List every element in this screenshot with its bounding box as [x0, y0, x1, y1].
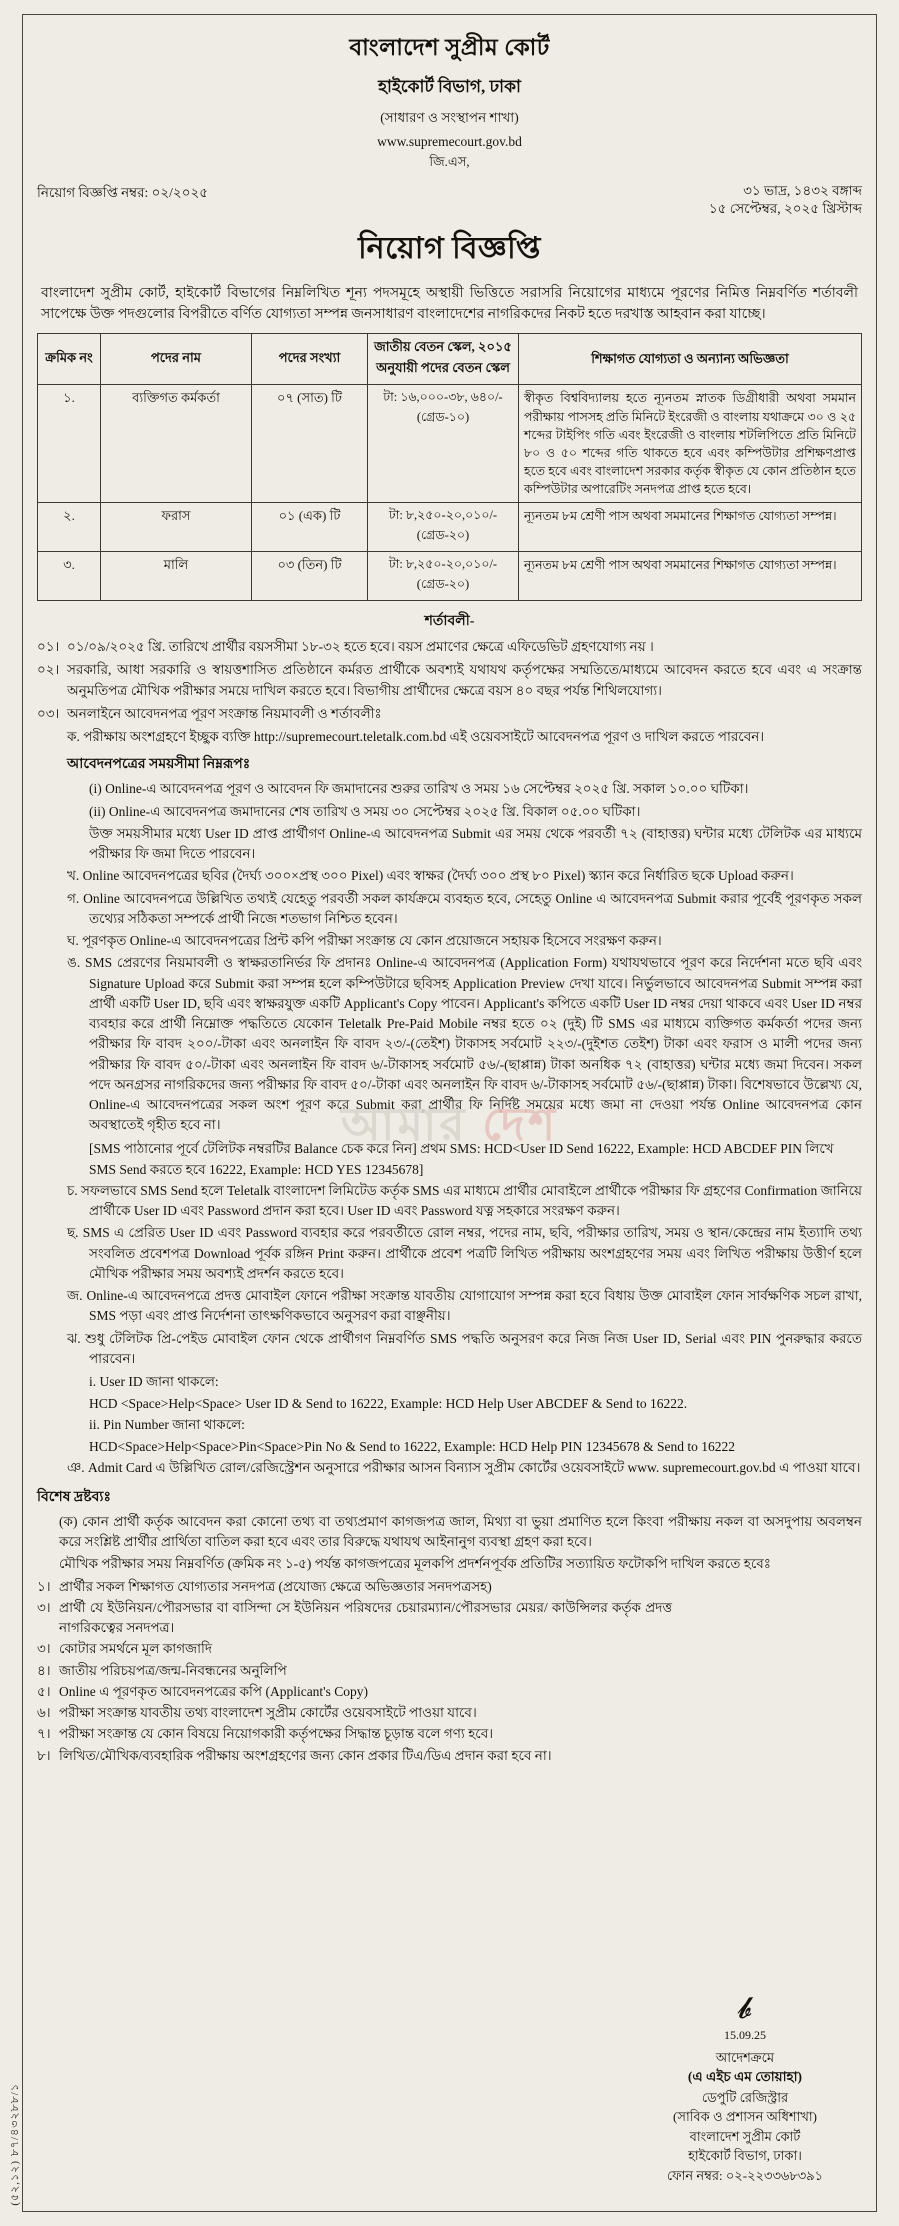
col-post-count: পদের সংখ্যা	[252, 334, 368, 385]
doc-number: ৩।	[37, 1599, 51, 1615]
list-item	[37, 1682, 862, 1702]
doc-text: পরীক্ষা সংক্রান্ত যাবতীয় তথ্য বাংলাদেশ সুপ্রীম কোর্টের ওয়েবসাইটে পাওয়া যাবে।	[59, 1705, 477, 1720]
special-notes-title: বিশেষ দ্রষ্টব্যঃ	[37, 1489, 111, 1505]
notice-date-bangla: ৩১ ভাদ্র, ১৪৩২ বঙ্গাব্দ	[743, 183, 862, 198]
doc-text: জাতীয় পরিচয়পত্র/জন্ম-নিবন্ধনের অনুলিপি	[59, 1662, 287, 1678]
deadline-heading: আবেদনপত্রের সময়সীমা নিম্নরূপঃ	[67, 757, 251, 773]
deadline-note: উক্ত সময়সীমার মধ্যে User ID প্রাপ্ত প্রার্থীগণ Online-এ আবেদনপত্র Submit এর সময় থেকে পরবর্তী ৭২ (বাহাত্তর) ঘন্টার মধ্যে টেলিটক এর মাধ্যমে পরীক্ষার ফি জমা দিতে পারবেন।	[89, 825, 862, 862]
watermark-text-2: দেশ	[482, 1099, 559, 1150]
condition-item	[37, 637, 862, 657]
admit-card-note: ঞ. Admit Card এ উল্লিখিত রোল/রেজিস্ট্রেশন অনুসারে পরীক্ষার আসন বিন্যাস সুপ্রীম কোর্টের ওয়েবসাইটে www. supremecourt.gov.bd এ পাওয়া যাবে।	[67, 1459, 861, 1475]
cell-pay: টা: ১৬,০০০-৩৮, ৬৪০/-(গ্রেড-১০)	[368, 385, 519, 503]
doc-number: ৬।	[37, 1705, 51, 1720]
cell-count: ০১ (এক) টি	[252, 503, 368, 552]
watermark-text-1: আমার	[340, 1099, 468, 1150]
clause-ka: ক. পরীক্ষায় অংশগ্রহণে ইচ্ছুক ব্যক্তি http://supremecourt.teletalk.com.bd এই ওয়েবসাইটে আবেদনপত্র পূরণ ও দাখিল করতে পারবেন।	[67, 729, 765, 745]
condition-number: ০২।	[37, 662, 60, 678]
col-qualification: শিক্ষাগত যোগ্যতা ও অন্যান্য অভিজ্ঞতা	[519, 334, 862, 385]
signatory-designation-2: (সাবিক ও প্রশাসন অধিশাখা)	[673, 2109, 817, 2124]
list-item	[37, 1724, 862, 1744]
signature-date: 15.09.25	[724, 2027, 766, 2042]
condition-text: অনলাইনে আবেদনপত্র পূরণ সংক্রান্ত নিয়মাবলী ও শর্তাবলীঃ	[67, 705, 382, 721]
condition-number: ০৩।	[37, 705, 60, 721]
clause-kha: খ. Online আবেদনপত্রের ছবির (দৈর্ঘ্য ৩০০×প্রস্থ ৩০০ Pixel) এবং স্বাক্ষর (দৈর্ঘ্য ৩০০ প্রস্থ ৮০ Pixel) স্ক্যান করে নির্ধারিত ছকে Upload করুন।	[67, 868, 794, 884]
clause-ja: জ. Online-এ আবেদনপত্রে প্রদত্ত মোবাইল ফোনে পরীক্ষা সংক্রান্ত যাবতীয় যোগাযোগ সম্পন্ন করা হবে বিধায় উক্ত মোবাইল ফোন সার্বক্ষণিক সচল রাখা, SMS পড়া এবং প্রাপ্ত নির্দেশনা তাৎক্ষণিকভাবে অনুসরণ করা বাঞ্ছনীয়।	[67, 1288, 862, 1324]
cell-qualification: ন্যূনতম ৮ম শ্রেণী পাস অথবা সমমানের শিক্ষাগত যোগ্যতা সম্পন্ন।	[519, 552, 862, 601]
cell-count: ০৩ (তিন) টি	[252, 552, 368, 601]
cell-pay: টা: ৮,২৫০-২০,০১০/- (গ্রেড-২০)	[368, 503, 519, 552]
list-item	[37, 1703, 862, 1723]
signatory-designation-3: বাংলাদেশ সুপ্রীম কোর্ট	[689, 2128, 801, 2144]
clause-uo: ঙ. SMS প্রেরণের নিয়মাবলী ও স্বাক্ষরতানির্ভর ফি প্রদানঃ Online-এ আবেদনপত্র (Application Form) যথাযথভাবে পূরণ করে নির্দেশনা মতে ছবি এবং Signature Upload করে Submit করা সম্পন্ন হলে কম্পিউটারে ছবিসহ Application Preview দেখা যাবে। নির্ভুলভাবে আবেদনপত্র Submit সম্পন্ন করা প্রার্থী একটি User ID, ছবি এবং স্বাক্ষরযুক্ত একটি Applicant's Copy পাবেন। Applicant's কপিতে একটি User ID নম্বর দেয়া থাকবে এবং User ID নম্বর ব্যবহার করে প্রার্থী নিম্নোক্ত পদ্ধতিতে যেকোন Teletalk Pre-Paid Mobile নম্বর হতে ০২ (দুই) টি SMS এর মাধ্যমে ব্যক্তিগত কর্মকর্তা পদের জন্য পরীক্ষার ফি বাবদ ২০০/-টাকা এবং অনলাইন ফি বাবদ ২৩/-(তেইশ) টাকাসহ সর্বমোট ২২৩/-(দুইশত তেইশ) টাকা এবং ফরাস ও মালী পদের জন্য পরীক্ষার ফি বাবদ ৫০/-টাকা এবং অনলাইন ফি বাবদ ৬/-টাকাসহ সর্বমোট ৫৬/-(ছাপ্পান্ন) টাকা অনধিক ৭২ (বাহাত্তর) ঘন্টার মধ্যে জমা দিবেন। সকল পদে অনগ্রসর নাগরিকদের জন্য পরীক্ষার ফি বাবদ ৫০/-টাকা এবং অনলাইন ফি বাবদ ৬/-টাকাসহ সর্বমোট ৫৬/-(ছাপ্পান্ন) টাকা। বিশেষভাবে উল্লেখ্য যে, Online-এ আবেদনপত্রের সকল অংশ পূরণ করে Submit করা প্রার্থীর ফি নির্দিষ্ট সময়ের মধ্যে জমা না দেওয়া পর্যন্ত Online আবেদনপত্র কোন অবস্থাতেই গৃহীত হবে না।	[67, 955, 862, 1133]
doc-text: কোটার সমর্থনে মূল কাগজাদি	[59, 1641, 213, 1657]
clause-jha: ঝ. শুধু টেলিটক প্রি-পেইড মোবাইল ফোন থেকে প্রার্থীগণ নিম্নবর্ণিত SMS পদ্ধতি অনুসরণ করে নিজ নিজ User ID, Serial এবং PIN পুনরুদ্ধার করতে পারবেন।	[67, 1330, 862, 1366]
cell-qualification: ন্যূনতম ৮ম শ্রেণী পাস অথবা সমমানের শিক্ষাগত যোগ্যতা সম্পন্ন।	[519, 503, 862, 552]
doc-number: ৭।	[37, 1726, 51, 1742]
signatory-designation-4: হাইকোর্ট বিভাগ, ঢাকা।	[688, 2148, 802, 2163]
list-item	[37, 1598, 862, 1639]
website-url[interactable]: www.supremecourt.gov.bd	[377, 134, 522, 149]
col-post-name: পদের নাম	[101, 334, 252, 385]
recovery-pin-format: HCD<Space>Help<Space>Pin<Space>Pin No & Send to 16222, Example: HCD Help PIN 12345678 & Send to 16222	[89, 1438, 736, 1454]
signature-block	[640, 1991, 850, 2185]
table-row	[38, 552, 862, 601]
table-row	[38, 385, 862, 503]
doc-number: ৮।	[37, 1747, 51, 1763]
intro-paragraph: বাংলাদেশ সুপ্রীম কোর্ট, হাইকোর্ট বিভাগের নিম্নলিখিত শূন্য পদসমূহে অস্থায়ী ভিত্তিতে সরাসরি নিয়োগের মাধ্যমে পূরণের নিমিত্ত নিম্নবর্ণিত শর্তাবলী সাপেক্ষে উক্ত পদগুলোর বিপরীতে বর্ণিত যোগ্যতা সম্পন্ন জনসাধারণ বাংলাদেশের নাগরিকদের নিকট হতে দরখাস্ত আহবান করা যাচ্ছে।	[41, 286, 858, 323]
table-header-row	[38, 334, 862, 385]
notice-border	[22, 14, 877, 2212]
cell-serial: ১.	[38, 385, 101, 503]
org-name-line3: (সাধারণ ও সংস্থাপন শাখা)	[380, 110, 519, 125]
cell-post: মালি	[101, 552, 252, 601]
notice-date-block	[709, 182, 862, 218]
documents-list	[37, 1577, 862, 1766]
list-item	[37, 1746, 862, 1766]
deadline-item-1: (i) Online-এ আবেদনপত্র পূরণ ও আবেদন ফি জমাদানের শুরুর তারিখ ও সময় ১৬ সেপ্টেম্বর ২০২৫ খ্রি. সকাল ১০.০০ ঘটিকা।	[89, 781, 749, 797]
condition-text: ০১/০৯/২০২৫ খ্রি. তারিখে প্রার্থীর বয়সসীমা ১৮-৩২ হতে হবে। বয়স প্রমাণের ক্ষেত্রে এফিডেভিট গ্রহণযোগ্য নয় ।	[67, 639, 654, 655]
condition-text: সরকারি, আধা সরকারি ও স্বায়ত্তশাসিত প্রতিষ্ঠানে কর্মরত প্রার্থীকে অবশ্যই যথাযথ কর্তৃপক্ষের সম্মতিতে/মাধ্যমে আবেদন করতে হবে এবং এ সংক্রান্ত অনুমতিপত্র মৌখিক পরীক্ষার সময়ে দাখিল করতে হবে। বিভাগীয় প্রার্থীদের ক্ষেত্রে বয়স ৪০ বছর পর্যন্ত শিথিলযোগ্য।	[67, 662, 862, 698]
page-title: নিয়োগ বিজ্ঞপ্তি	[358, 232, 541, 266]
condition-item	[37, 704, 862, 724]
cell-post: ব্যক্তিগত কর্মকর্তা	[101, 385, 252, 503]
doc-text: Online এ পূরণকৃত আবেদনপত্রের কপি (Applicant's Copy)	[59, 1683, 368, 1699]
clause-cha: চ. সফলভাবে SMS Send হলে Teletalk বাংলাদেশ লিমিটেড কর্তৃক SMS এর মাধ্যমে প্রার্থীর মোবাইলে প্রার্থীকে পরীক্ষার ফি গ্রহণের Confirmation জানিয়ে প্রার্থীকে User ID এবং Password প্রদান করা হবে। User ID এবং Password যত্ন সহকারে সংরক্ষণ করুন।	[67, 1182, 862, 1219]
cell-serial: ২.	[38, 503, 101, 552]
special-note-viva: মৌখিক পরীক্ষার সময় নিম্নবর্ণিত (ক্রমিক নং ১-৫) পর্যন্ত কাগজপত্রের মূলকপি প্রদর্শনপূর্বক প্রতিটির সত্যায়িত ফটোকপি দাখিল করতে হবেঃ	[59, 1556, 771, 1572]
cell-qualification: স্বীকৃত বিশ্ববিদ্যালয় হতে ন্যূনতম স্নাতক ডিগ্রীধারী অথবা সমমান পরীক্ষায় পাসসহ প্রতি মিনিটে ইংরেজী ও বাংলায় যথাক্রমে ৩০ ও ২৫ শব্দের টাইপিং গতি এবং ইংরেজী ও বাংলায় শটলিপিতে প্রতি মিনিটে ৮০ ও ৫০ শব্দের গতি থাকতে হবে এবং কম্পিউটার প্রশিক্ষণপ্রাপ্ত হতে হবে এবং বাংলাদেশ সরকার কর্তৃক স্বীকৃত যে কোন প্রতিষ্ঠান হতে কম্পিউটার অপারেটিং সনদপত্র প্রাপ্ত হতে হবে।	[519, 385, 862, 503]
cell-post: ফরাস	[101, 503, 252, 552]
table-row	[38, 503, 862, 552]
cell-serial: ৩.	[38, 552, 101, 601]
conditions-title: শর্তাবলী-	[424, 614, 475, 630]
clause-chha: ছ. SMS এ প্রেরিত User ID এবং Password ব্যবহার করে পরবর্তীতে রোল নম্বর, পদের নাম, ছবি, পরীক্ষার তারিখ, সময় ও স্থান/কেন্দ্রের নাম ইত্যাদি তথ্য সংবলিত প্রবেশপত্র Download পূর্বক রঙ্গিন Print করুন। প্রার্থীকে প্রবেশ পত্রটি লিখিত পরীক্ষায় অংশগ্রহণের সময় এবং লিখিত পরীক্ষায় উত্তীর্ণ হলে মৌখিক পরীক্ষার সময় অবশ্যই প্রদর্শন করতে হবে।	[67, 1225, 862, 1281]
recovery-userid-format: HCD <Space>Help<Space> User ID & Send to 16222, Example: HCD Help User ABCDEF & Send to 16222.	[89, 1395, 688, 1411]
doc-text: প্রার্থীর সকল শিক্ষাগত যোগ্যতার সনদপত্র (প্রযোজ্য ক্ষেত্রে অভিজ্ঞতার সনদপত্রসহ)	[59, 1578, 492, 1594]
list-item	[37, 1577, 862, 1597]
document-header	[37, 29, 862, 174]
notice-date-english: ১৫ সেপ্টেম্বর, ২০২৫ খ্রিস্টাব্দ	[708, 201, 862, 217]
clause-ga: গ. Online আবেদনপত্রে উল্লিখিত তথ্যই যেহেতু পরবর্তী সকল কার্যক্রমে ব্যবহৃত হবে, সেহেতু Online এ আবেদনপত্র Submit করার পূর্বেই পূরণকৃত সকল তথ্যের সঠিকতা সম্পর্কে প্রার্থী নিজে শতভাগ নিশ্চিত হবেন।	[67, 890, 862, 926]
doc-number: ৫।	[37, 1683, 51, 1699]
doc-number: ১।	[37, 1578, 51, 1594]
gs-label: জি.এস,	[429, 154, 470, 169]
side-reference-code: (৫২,১২) ৮৭/৪৩২৮৮/১	[9, 2083, 21, 2206]
notice-meta	[37, 182, 862, 218]
doc-text: পরীক্ষা সংক্রান্ত যে কোন বিষয়ে নিয়োগকারী কর্তৃপক্ষের সিদ্ধান্ত চূড়ান্ত বলে গণ্য হবে।	[59, 1726, 494, 1742]
notice-number: নিয়োগ বিজ্ঞপ্তি নম্বর: ০২/২০২৫	[37, 185, 209, 200]
sms-instruction-note: [SMS পাঠানোর পূর্বে টেলিটক নম্বরটির Balance চেক করে নিন] প্রথম SMS: HCD<User ID Send 16222, Example: HCD ABCDEF PIN লিখে SMS Send করতে হবে 16222, Example: HCD YES 12345678]	[89, 1140, 834, 1178]
col-serial: ক্রমিক নং	[38, 334, 101, 385]
org-name-line1: বাংলাদেশ সুপ্রীম কোর্ট	[349, 35, 550, 60]
deadline-item-2: (ii) Online-এ আবেদনপত্র জমাদানের শেষ তারিখ ও সময় ৩০ সেপ্টেম্বর ২০২৫ খ্রি. বিকাল ০৫.০০ ঘটিকা।	[89, 803, 641, 819]
doc-text: প্রার্থী যে ইউনিয়ন/পৌরসভার বা বাসিন্দা সে ইউনিয়ন পরিষদের চেয়ারম্যান/পৌরসভার মেয়র/ কাউন্সিলর কর্তৃক প্রদত্ত নাগরিকত্বের সনদপত্র।	[59, 1599, 672, 1635]
cell-count: ০৭ (সাত) টি	[252, 385, 368, 503]
doc-number: ৪।	[37, 1662, 51, 1678]
doc-text: লিখিত/মৌখিক/ব্যবহারিক পরীক্ষায় অংশগ্রহণের জন্য কোন প্রকার টিএ/ডিএ প্রদান করা হবে না।	[59, 1747, 552, 1763]
contact-phone: ফোন নম্বর: ০২-২২৩৩৬৮৩৯১	[666, 2167, 824, 2183]
signatory-designation-1: ডেপুটি রেজিস্ট্রার	[701, 2089, 789, 2105]
signatory-name: (এ এইচ এম তোয়াহা)	[687, 2069, 803, 2085]
col-pay-scale: জাতীয় বেতন স্কেল, ২০১৫ অনুযায়ী পদের বেতন স্কেল	[368, 334, 519, 385]
doc-number: ৩।	[37, 1641, 51, 1657]
org-name-line2: হাইকোর্ট বিভাগ, ঢাকা	[378, 77, 521, 96]
by-order-label: আদেশক্রমে	[715, 2049, 775, 2065]
list-item	[37, 1661, 862, 1681]
handwritten-signature: 𝓫	[737, 1991, 753, 2025]
cell-pay: টা: ৮,২৫০-২০,০১০/-(গ্রেড-২০)	[368, 552, 519, 601]
job-table	[37, 333, 862, 601]
recovery-userid-label: i. User ID জানা থাকলে:	[89, 1374, 219, 1390]
clause-gha: ঘ. পূরণকৃত Online-এ আবেদনপত্রের প্রিন্ট কপি পরীক্ষা সংক্রান্ত যে কোন প্রয়োজনে সহায়ক হিসেবে সংরক্ষণ করুন।	[67, 933, 662, 949]
recovery-pin-label: ii. Pin Number জানা থাকলে:	[89, 1417, 245, 1433]
condition-item	[37, 660, 862, 701]
condition-number: ০১।	[37, 639, 60, 655]
special-note-ka: (ক) কোন প্রার্থী কর্তৃক আবেদন করা কোনো তথ্য বা তথ্যপ্রমাণ কাগজপত্র জাল, মিথ্যা বা ভুয়া প্রমাণিত হলে কিংবা পরীক্ষায় নকল বা অসদুপায় অবলম্বন করে সংশ্লিষ্ট প্রার্থীর প্রার্থিতা বাতিল করা হবে এবং তার বিরুদ্ধে যথাযথ আইনানুগ ব্যবস্থা গ্রহণ করা হবে।	[59, 1513, 862, 1549]
list-item	[37, 1639, 862, 1659]
